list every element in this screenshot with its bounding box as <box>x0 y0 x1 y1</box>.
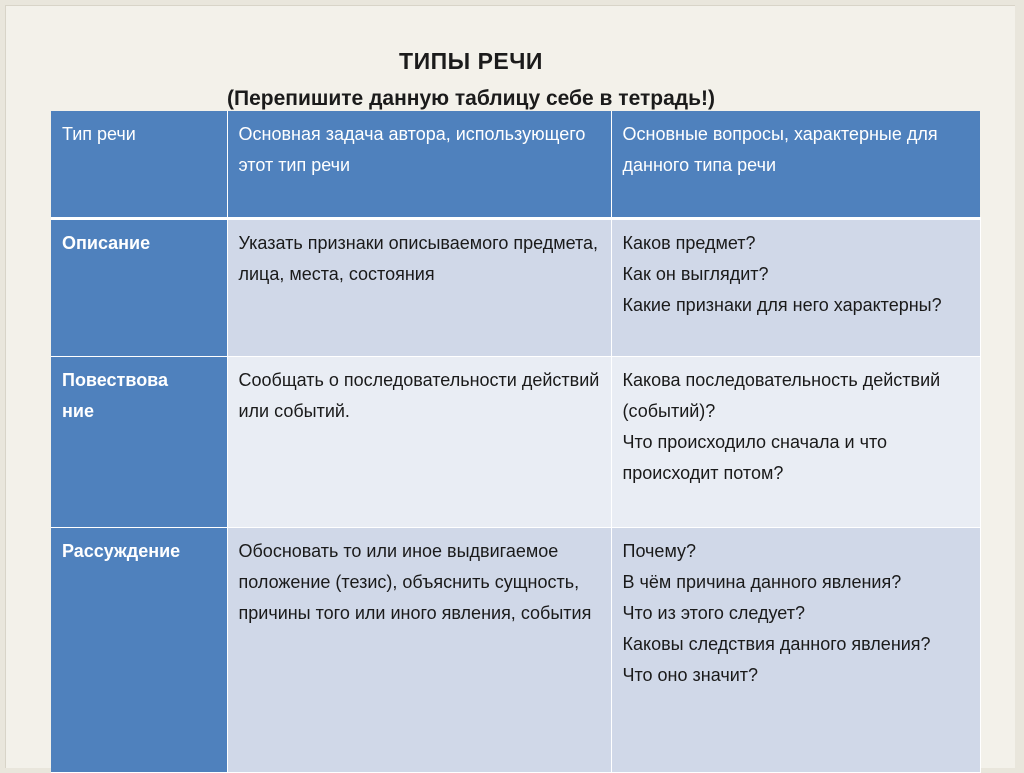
question-item: В чём причина данного явления? <box>622 571 902 592</box>
question-item: Что оно значит? <box>622 664 759 685</box>
table-row <box>51 218 980 356</box>
title-block <box>6 46 936 114</box>
row-questions <box>611 527 980 772</box>
page-title: ТИПЫ РЕЧИ <box>399 48 543 74</box>
row-task: Указать признаки описываемого предмета, лица, места, состояния <box>227 218 611 356</box>
row-task: Сообщать о последовательности действий или событий. <box>227 356 611 527</box>
question-item: Каков предмет? <box>622 232 756 253</box>
table-row <box>51 527 980 772</box>
question-item: Какие признаки для него характерны? <box>622 294 942 315</box>
row-questions <box>611 356 980 527</box>
question-item: Как он выглядит? <box>622 263 769 284</box>
speech-types-table <box>51 111 981 773</box>
row-type-reasoning: Рассуждение <box>51 527 227 772</box>
header-questions: Основные вопросы, характерные для данного типа речи <box>611 111 980 218</box>
table-row <box>51 356 980 527</box>
slide <box>5 5 1015 768</box>
header-task: Основная задача автора, использующего этот тип речи <box>227 111 611 218</box>
question-item: Что из этого следует? <box>622 602 805 623</box>
row-type-line: ние <box>62 400 94 421</box>
page-subtitle: (Перепишите данную таблицу себе в тетрадь!) <box>226 87 715 110</box>
row-task: Обосновать то или иное выдвигаемое положение (тезис), объяснить сущность, причины того или иного явления, события <box>227 527 611 772</box>
row-type-description: Описание <box>51 218 227 356</box>
question-item: Что происходило сначала и что происходит потом? <box>622 431 888 483</box>
question-item: Какова последовательность действий (событий)? <box>622 369 941 421</box>
question-item: Каковы следствия данного явления? <box>622 633 931 654</box>
row-type-line: Повествова <box>62 369 169 390</box>
row-type-narration <box>51 356 227 527</box>
question-item: Почему? <box>622 540 697 561</box>
table-header-row <box>51 111 980 218</box>
header-type: Тип речи <box>51 111 227 218</box>
row-questions <box>611 218 980 356</box>
